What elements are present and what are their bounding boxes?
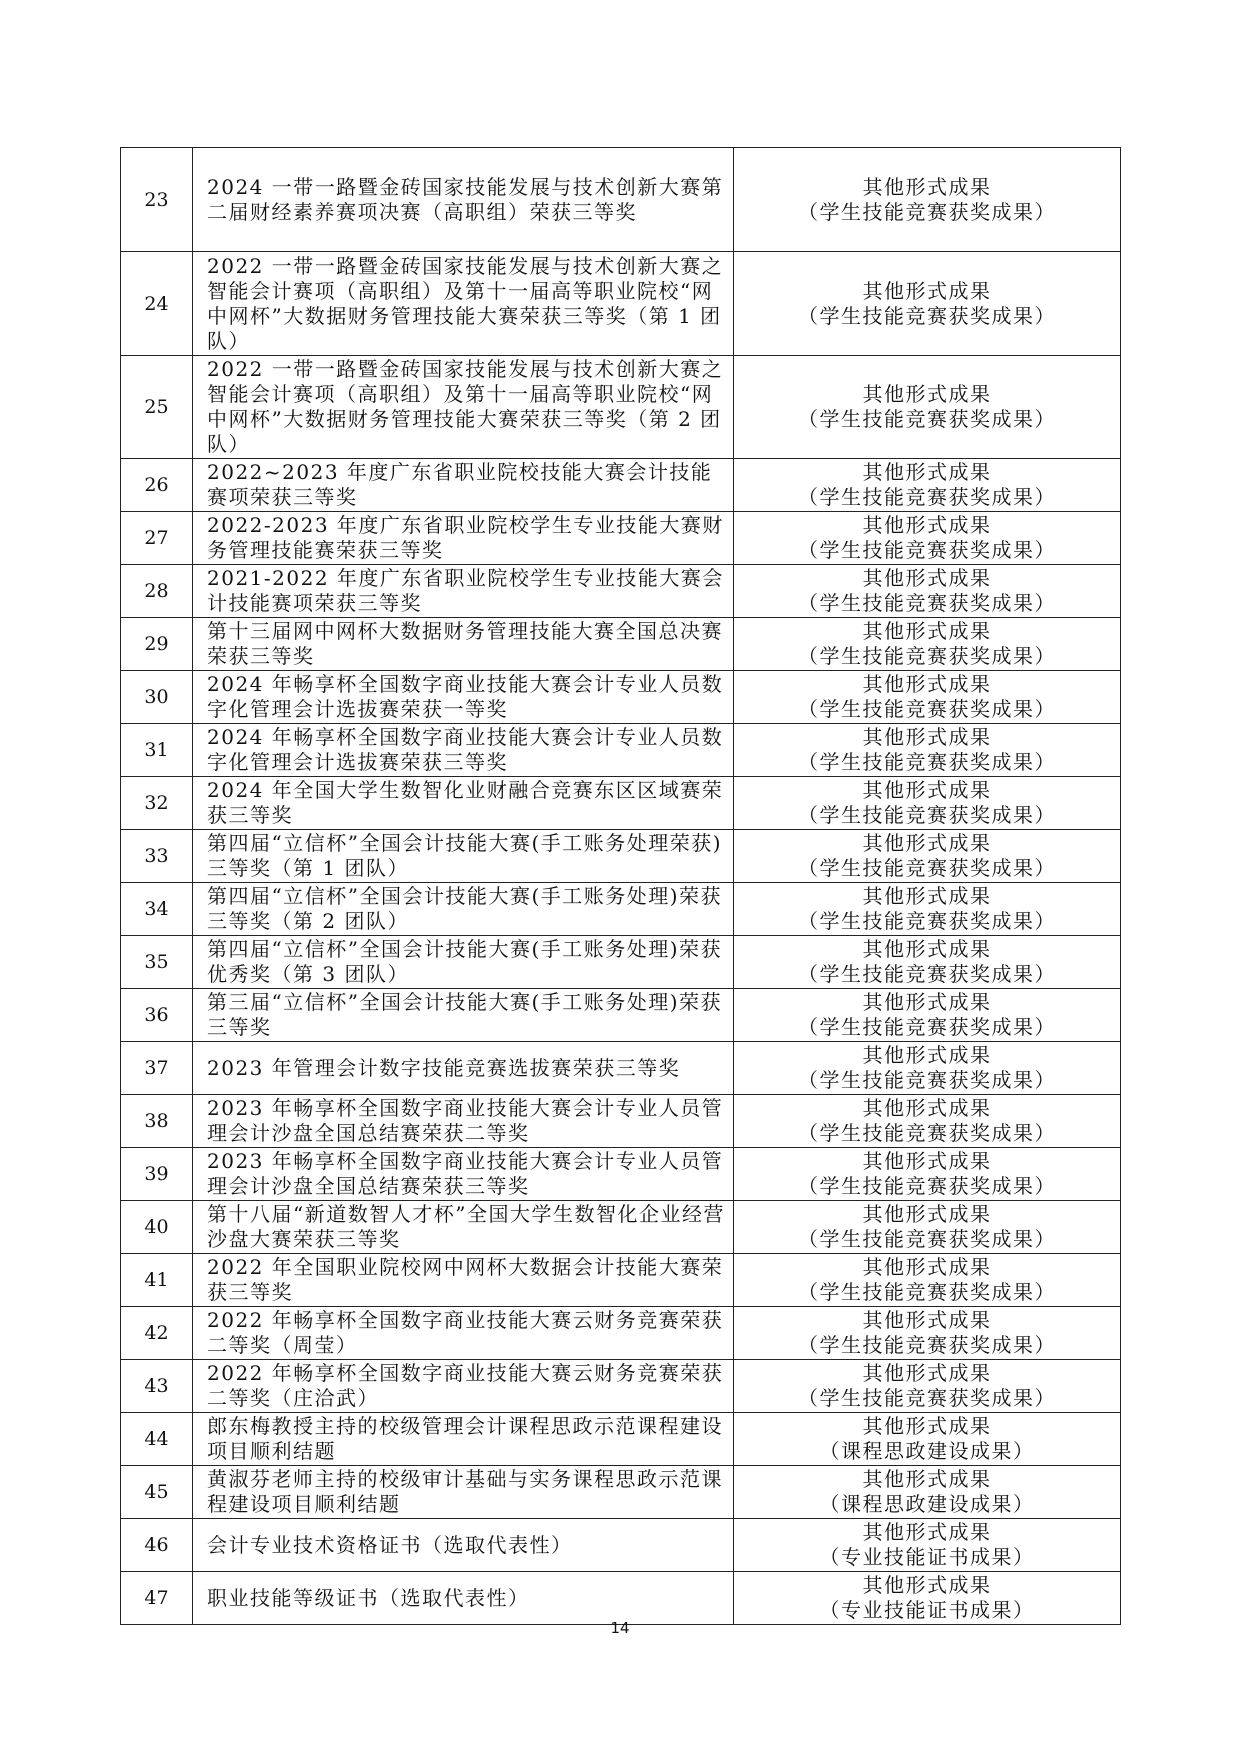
achievement-type-category: （学生技能竞赛获奖成果） xyxy=(798,538,1056,562)
achievement-name: 2022~2023 年度广东省职业院校技能大赛会计技能赛项荣获三等奖 xyxy=(193,459,734,512)
achievement-type-main: 其他形式成果 xyxy=(862,1361,992,1385)
achievement-type xyxy=(734,618,1121,671)
achievement-type-category: （学生技能竞赛获奖成果） xyxy=(798,1227,1056,1251)
table-row xyxy=(121,565,1121,618)
achievement-type xyxy=(734,1572,1121,1625)
achievement-name: 职业技能等级证书（选取代表性） xyxy=(193,1572,734,1625)
achievement-type-category: （课程思政建设成果） xyxy=(819,1439,1035,1463)
achievement-type-category: （专业技能证书成果） xyxy=(819,1545,1035,1569)
achievement-name: 2024 年全国大学生数智化业财融合竞赛东区区域赛荣获三等奖 xyxy=(193,777,734,830)
achievement-type-category: （学生技能竞赛获奖成果） xyxy=(798,803,1056,827)
achievement-name: 2022 年畅享杯全国数字商业技能大赛云财务竞赛荣获二等奖（庄洽武） xyxy=(193,1360,734,1413)
achievement-type-category: （学生技能竞赛获奖成果） xyxy=(798,962,1056,986)
table-row xyxy=(121,1466,1121,1519)
achievement-type xyxy=(734,671,1121,724)
achievement-type xyxy=(734,1148,1121,1201)
row-number: 32 xyxy=(121,777,193,830)
table-body xyxy=(121,148,1121,1625)
achievement-name: 2022 年畅享杯全国数字商业技能大赛云财务竞赛荣获二等奖（周莹） xyxy=(193,1307,734,1360)
achievement-type-category: （学生技能竞赛获奖成果） xyxy=(798,1068,1056,1092)
achievement-type xyxy=(734,989,1121,1042)
table-row xyxy=(121,1042,1121,1095)
table-row xyxy=(121,1307,1121,1360)
table-row xyxy=(121,989,1121,1042)
table-row xyxy=(121,1148,1121,1201)
achievement-type xyxy=(734,459,1121,512)
achievement-type-main: 其他形式成果 xyxy=(862,382,992,406)
achievement-name: 2024 年畅享杯全国数字商业技能大赛会计专业人员数字化管理会计选拔赛荣获三等奖 xyxy=(193,724,734,777)
achievement-name: 2022 一带一路暨金砖国家技能发展与技术创新大赛之智能会计赛项（高职组）及第十一届高等职业院校“网中网杯”大数据财务管理技能大赛荣获三等奖（第 2 团队） xyxy=(193,356,734,459)
achievement-type-main: 其他形式成果 xyxy=(862,937,992,961)
row-number: 35 xyxy=(121,936,193,989)
row-number: 29 xyxy=(121,618,193,671)
row-number: 31 xyxy=(121,724,193,777)
table-row xyxy=(121,1413,1121,1466)
row-number: 44 xyxy=(121,1413,193,1466)
row-number: 23 xyxy=(121,148,193,252)
table-row xyxy=(121,459,1121,512)
achievement-type xyxy=(734,936,1121,989)
table-row xyxy=(121,148,1121,252)
achievement-type-main: 其他形式成果 xyxy=(862,1043,992,1067)
achievement-type-category: （学生技能竞赛获奖成果） xyxy=(798,199,1056,224)
achievement-type xyxy=(734,883,1121,936)
achievement-type-main: 其他形式成果 xyxy=(862,1520,992,1544)
achievement-type-main: 其他形式成果 xyxy=(862,1202,992,1226)
table-row xyxy=(121,1519,1121,1572)
achievement-name: 2023 年畅享杯全国数字商业技能大赛会计专业人员管理会计沙盘全国总结赛荣获三等奖 xyxy=(193,1148,734,1201)
achievement-type-main: 其他形式成果 xyxy=(862,566,992,590)
achievement-type-category: （学生技能竞赛获奖成果） xyxy=(798,407,1056,431)
row-number: 41 xyxy=(121,1254,193,1307)
table-row xyxy=(121,936,1121,989)
achievement-type-main: 其他形式成果 xyxy=(862,1414,992,1438)
achievement-name: 2024 一带一路暨金砖国家技能发展与技术创新大赛第二届财经素养赛项决赛（高职组）荣获三等奖 xyxy=(193,148,734,252)
achievement-type xyxy=(734,512,1121,565)
table-row xyxy=(121,618,1121,671)
achievement-type-category: （学生技能竞赛获奖成果） xyxy=(798,856,1056,880)
achievement-type-category: （专业技能证书成果） xyxy=(819,1598,1035,1622)
achievement-type-category: （学生技能竞赛获奖成果） xyxy=(798,750,1056,774)
row-number: 46 xyxy=(121,1519,193,1572)
achievement-name: 第四届“立信杯”全国会计技能大赛(手工账务处理)荣获三等奖（第 2 团队） xyxy=(193,883,734,936)
achievement-type-main: 其他形式成果 xyxy=(862,831,992,855)
achievement-type xyxy=(734,1254,1121,1307)
achievement-type-main: 其他形式成果 xyxy=(862,990,992,1014)
achievement-type xyxy=(734,252,1121,356)
achievement-type-main: 其他形式成果 xyxy=(862,1467,992,1491)
row-number: 45 xyxy=(121,1466,193,1519)
table-row xyxy=(121,883,1121,936)
achievement-type-category: （学生技能竞赛获奖成果） xyxy=(798,1333,1056,1357)
achievement-type-main: 其他形式成果 xyxy=(862,1096,992,1120)
achievement-type xyxy=(734,724,1121,777)
achievement-type-category: （学生技能竞赛获奖成果） xyxy=(798,1386,1056,1410)
table-row xyxy=(121,777,1121,830)
achievement-type-main: 其他形式成果 xyxy=(862,725,992,749)
row-number: 25 xyxy=(121,356,193,459)
achievement-type-main: 其他形式成果 xyxy=(862,778,992,802)
row-number: 38 xyxy=(121,1095,193,1148)
achievement-name: 第十八届“新道数智人才杯”全国大学生数智化企业经营沙盘大赛荣获三等奖 xyxy=(193,1201,734,1254)
achievement-type-main: 其他形式成果 xyxy=(862,1255,992,1279)
achievement-name: 第四届“立信杯”全国会计技能大赛(手工账务处理荣获)三等奖（第 1 团队） xyxy=(193,830,734,883)
row-number: 34 xyxy=(121,883,193,936)
achievement-name: 2024 年畅享杯全国数字商业技能大赛会计专业人员数字化管理会计选拔赛荣获一等奖 xyxy=(193,671,734,724)
table-row xyxy=(121,1254,1121,1307)
row-number: 26 xyxy=(121,459,193,512)
table-row xyxy=(121,512,1121,565)
achievement-type-main: 其他形式成果 xyxy=(862,1149,992,1173)
achievement-type xyxy=(734,1360,1121,1413)
table-row xyxy=(121,356,1121,459)
achievement-name: 第三届“立信杯”全国会计技能大赛(手工账务处理)荣获三等奖 xyxy=(193,989,734,1042)
achievement-name: 2023 年管理会计数字技能竞赛选拔赛荣获三等奖 xyxy=(193,1042,734,1095)
achievement-type-main: 其他形式成果 xyxy=(862,278,992,303)
achievement-type-category: （学生技能竞赛获奖成果） xyxy=(798,909,1056,933)
achievement-type-category: （学生技能竞赛获奖成果） xyxy=(798,697,1056,721)
achievement-type-category: （学生技能竞赛获奖成果） xyxy=(798,1280,1056,1304)
row-number: 40 xyxy=(121,1201,193,1254)
achievement-type-main: 其他形式成果 xyxy=(862,1308,992,1332)
achievement-type-category: （学生技能竞赛获奖成果） xyxy=(798,644,1056,668)
achievement-type xyxy=(734,356,1121,459)
achievement-type-category: （学生技能竞赛获奖成果） xyxy=(798,591,1056,615)
table-row xyxy=(121,724,1121,777)
achievement-type xyxy=(734,1307,1121,1360)
achievement-type xyxy=(734,777,1121,830)
achievement-type xyxy=(734,1413,1121,1466)
achievement-name: 第四届“立信杯”全国会计技能大赛(手工账务处理)荣获优秀奖（第 3 团队） xyxy=(193,936,734,989)
row-number: 42 xyxy=(121,1307,193,1360)
achievement-type-main: 其他形式成果 xyxy=(862,513,992,537)
page-number: 14 xyxy=(610,1619,630,1637)
achievement-type xyxy=(734,565,1121,618)
achievement-type xyxy=(734,1466,1121,1519)
table-row xyxy=(121,830,1121,883)
achievement-type-main: 其他形式成果 xyxy=(862,619,992,643)
achievement-type-category: （学生技能竞赛获奖成果） xyxy=(798,1121,1056,1145)
achievement-type-category: （学生技能竞赛获奖成果） xyxy=(798,1015,1056,1039)
achievement-type xyxy=(734,148,1121,252)
achievement-type-category: （学生技能竞赛获奖成果） xyxy=(798,303,1056,328)
achievement-type xyxy=(734,1095,1121,1148)
row-number: 43 xyxy=(121,1360,193,1413)
achievement-name: 2022-2023 年度广东省职业院校学生专业技能大赛财务管理技能赛荣获三等奖 xyxy=(193,512,734,565)
row-number: 28 xyxy=(121,565,193,618)
row-number: 37 xyxy=(121,1042,193,1095)
row-number: 39 xyxy=(121,1148,193,1201)
achievement-type-category: （学生技能竞赛获奖成果） xyxy=(798,485,1056,509)
achievement-table xyxy=(120,147,1121,1625)
row-number: 24 xyxy=(121,252,193,356)
achievement-type xyxy=(734,1201,1121,1254)
row-number: 33 xyxy=(121,830,193,883)
achievement-type-category: （学生技能竞赛获奖成果） xyxy=(798,1174,1056,1198)
achievement-name: 郎东梅教授主持的校级管理会计课程思政示范课程建设项目顺利结题 xyxy=(193,1413,734,1466)
achievement-type-main: 其他形式成果 xyxy=(862,672,992,696)
achievement-name: 2022 一带一路暨金砖国家技能发展与技术创新大赛之智能会计赛项（高职组）及第十一届高等职业院校“网中网杯”大数据财务管理技能大赛荣获三等奖（第 1 团队） xyxy=(193,252,734,356)
table-row xyxy=(121,1095,1121,1148)
achievement-name: 2021-2022 年度广东省职业院校学生专业技能大赛会计技能赛项荣获三等奖 xyxy=(193,565,734,618)
achievement-type xyxy=(734,830,1121,883)
achievement-type-main: 其他形式成果 xyxy=(862,460,992,484)
achievement-type xyxy=(734,1519,1121,1572)
achievement-name: 第十三届网中网杯大数据财务管理技能大赛全国总决赛荣获三等奖 xyxy=(193,618,734,671)
achievement-type-main: 其他形式成果 xyxy=(862,884,992,908)
table-row xyxy=(121,1360,1121,1413)
table-row xyxy=(121,1572,1121,1625)
achievement-type-main: 其他形式成果 xyxy=(862,174,992,199)
achievement-name: 2023 年畅享杯全国数字商业技能大赛会计专业人员管理会计沙盘全国总结赛荣获二等奖 xyxy=(193,1095,734,1148)
row-number: 36 xyxy=(121,989,193,1042)
table-row xyxy=(121,671,1121,724)
table-row xyxy=(121,252,1121,356)
table-row xyxy=(121,1201,1121,1254)
achievement-name: 黄淑芬老师主持的校级审计基础与实务课程思政示范课程建设项目顺利结题 xyxy=(193,1466,734,1519)
achievement-type-category: （课程思政建设成果） xyxy=(819,1492,1035,1516)
row-number: 30 xyxy=(121,671,193,724)
achievement-name: 2022 年全国职业院校网中网杯大数据会计技能大赛荣获三等奖 xyxy=(193,1254,734,1307)
row-number: 27 xyxy=(121,512,193,565)
achievement-name: 会计专业技术资格证书（选取代表性） xyxy=(193,1519,734,1572)
achievement-type xyxy=(734,1042,1121,1095)
row-number: 47 xyxy=(121,1572,193,1625)
achievement-type-main: 其他形式成果 xyxy=(862,1573,992,1597)
